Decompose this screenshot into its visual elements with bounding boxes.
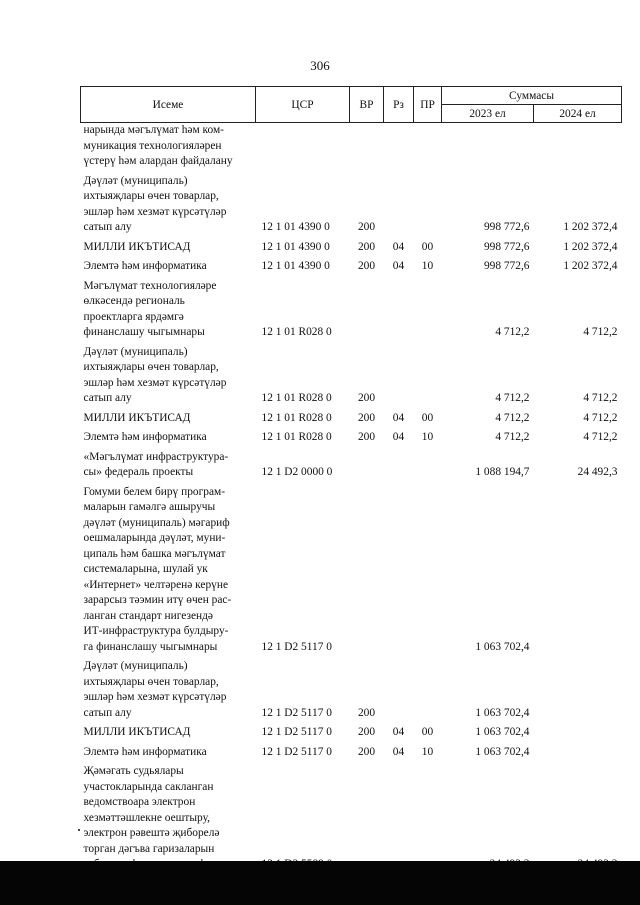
row-csr: 12 1 D2 5117 0: [261, 726, 332, 738]
row-sum-2024: [534, 721, 622, 741]
row-sum-2023: 998 772,6: [483, 221, 530, 233]
row-pr: [414, 275, 442, 341]
header-sums: Суммасы: [442, 87, 622, 105]
row-vr: 200: [357, 745, 376, 758]
row-csr: [256, 760, 350, 873]
table-row: [81, 481, 622, 656]
row-pr: [414, 123, 442, 170]
row-rz: [384, 341, 414, 407]
row-pr: [414, 446, 442, 481]
header-pr: ПР: [414, 87, 442, 123]
page-number: 306: [310, 58, 330, 73]
row-sum-2024: [534, 655, 622, 721]
row-csr: 12 1 01 R028 0: [261, 392, 332, 404]
row-rz: 04: [392, 240, 405, 253]
scan-bottom-edge: [0, 861, 640, 905]
row-rz: [384, 170, 414, 236]
row-sum-2024: 1 202 372,4: [563, 221, 618, 233]
row-sum-2023: [442, 760, 534, 873]
row-vr: 200: [357, 240, 376, 253]
row-rz: [384, 655, 414, 721]
table-row: [81, 170, 622, 236]
row-sum-2024: 4 712,2: [583, 326, 618, 338]
scan-speck: [78, 829, 80, 831]
row-name: МИЛЛИ ИКЪТИСАД: [83, 726, 191, 738]
row-sum-2024: 1 202 372,4: [563, 260, 618, 272]
row-sum-2023: 1 063 702,4: [475, 640, 530, 653]
row-pr: [414, 760, 442, 873]
row-name: Элемтә һәм информатика: [83, 745, 207, 758]
row-rz: 04: [392, 260, 405, 272]
row-vr: 200: [357, 221, 376, 233]
row-csr: 12 1 D2 0000 0: [261, 466, 333, 478]
row-pr: 00: [421, 411, 434, 424]
header-csr: ЦСР: [256, 87, 350, 123]
row-name: нарында мәгълүмат һәм ком- муникация технологияләрен үстерү һәм алардан файдалану: [83, 124, 233, 167]
row-sum-2024: [534, 123, 622, 170]
row-pr: 10: [421, 431, 434, 443]
row-pr: 00: [421, 726, 434, 738]
row-name: Җәмәгать судьялары участокларында сакланган ведомствоара электрон хезмәттәшлекне оештыру, электрон рәвештә җиборелә торган дәгъва гаризаларын: [83, 765, 220, 855]
row-name: Элемтә һәм информатика: [83, 431, 207, 443]
row-rz: [384, 123, 414, 170]
row-csr: [256, 123, 350, 170]
row-csr: 12 1 01 4390 0: [261, 260, 330, 272]
table-row: [81, 741, 622, 761]
row-rz: [384, 760, 414, 873]
row-sum-2023: 4 712,2: [495, 431, 530, 443]
header-year-2023: 2023 ел: [442, 105, 534, 123]
row-rz: 04: [392, 745, 405, 758]
table-body: [81, 123, 622, 873]
row-vr: 200: [357, 706, 376, 719]
row-sum-2024: 4 712,2: [583, 392, 618, 404]
table-row: [81, 721, 622, 741]
table-row: [81, 426, 622, 446]
row-vr: [350, 760, 384, 873]
row-pr: [414, 481, 442, 656]
row-name: Дәүләт (муниципаль) ихтыяҗлары өчен товарлар, эшләр һәм хезмәт күрсәтүләр сатып алу: [83, 660, 227, 719]
row-name: «Мәгълүмат инфраструктура- сы» федераль проекты: [83, 450, 229, 478]
row-name: МИЛЛИ ИКЪТИСАД: [83, 411, 191, 424]
row-sum-2023: 998 772,6: [483, 240, 530, 253]
row-sum-2023: 1 063 702,4: [475, 745, 530, 758]
row-csr: 12 1 01 4390 0: [261, 240, 330, 253]
row-vr: 200: [357, 411, 376, 424]
row-csr: 12 1 D2 5117 0: [261, 640, 332, 653]
table-row: [81, 760, 622, 873]
row-sum-2024: 4 712,2: [583, 431, 618, 443]
row-sum-2023: [442, 123, 534, 170]
row-name: Дәүләт (муниципаль) ихтыяҗлары өчен товарлар, эшләр һәм хезмәт күрсәтүләр сатып алу: [83, 345, 227, 404]
row-pr: 10: [421, 260, 434, 272]
row-csr: 12 1 D2 5117 0: [261, 745, 332, 758]
row-sum-2023: 1 088 194,7: [475, 466, 530, 478]
row-rz: 04: [392, 726, 405, 738]
row-pr: [414, 655, 442, 721]
row-sum-2024: 4 712,2: [583, 411, 618, 424]
row-name: Гомуми белем бирү програм- маларын гамәлгә ашыручы дәүләт (муниципаль) мәгариф оешмаларында дәүләт, муни- ципаль һәм башка мәгълүмат системаларына, шулай ук «Интернет» челтәренә керүне зарарсыз тәэмин итү өчен рас- ланган стандарт нигезендә ИТ-инфраструктура булдыру- га финанслашу чыгымнары: [83, 485, 232, 653]
row-sum-2023: 998 772,6: [483, 260, 530, 272]
row-csr: 12 1 01 R028 0: [261, 326, 332, 338]
row-vr: 200: [357, 726, 376, 738]
row-rz: 04: [392, 411, 405, 424]
row-sum-2024: 1 202 372,4: [563, 240, 618, 253]
table-row: [81, 236, 622, 256]
row-rz: [384, 481, 414, 656]
header-year-2024: 2024 ел: [534, 105, 622, 123]
row-sum-2023: 4 712,2: [495, 392, 530, 404]
row-vr: 200: [357, 431, 376, 443]
row-pr: 10: [421, 745, 434, 758]
table-row: [81, 275, 622, 341]
row-sum-2023: 4 712,2: [495, 411, 530, 424]
table-row: [81, 255, 622, 275]
row-pr: [414, 170, 442, 236]
row-csr: 12 1 01 4390 0: [261, 221, 330, 233]
row-sum-2024: [534, 760, 622, 873]
budget-table: [80, 86, 622, 873]
row-name: Дәүләт (муниципаль) ихтыяҗлары өчен товарлар, эшләр һәм хезмәт күрсәтүләр сатып алу: [83, 174, 227, 233]
row-pr: 00: [421, 240, 434, 253]
row-rz: 04: [392, 431, 405, 443]
table-row: [81, 341, 622, 407]
row-sum-2024: [534, 741, 622, 761]
row-csr: 12 1 D2 5117 0: [261, 706, 332, 719]
row-sum-2023: 1 063 702,4: [475, 726, 530, 738]
row-vr: [350, 481, 384, 656]
row-rz: [384, 446, 414, 481]
row-sum-2023: 4 712,2: [495, 326, 530, 338]
row-sum-2024: 24 492,3: [577, 466, 618, 478]
row-vr: 200: [357, 260, 376, 272]
row-sum-2023: 1 063 702,4: [475, 706, 530, 719]
row-vr: [350, 275, 384, 341]
row-rz: [384, 275, 414, 341]
row-vr: [350, 123, 384, 170]
table-row: [81, 655, 622, 721]
row-vr: [350, 446, 384, 481]
row-name: МИЛЛИ ИКЪТИСАД: [83, 240, 191, 253]
row-vr: 200: [357, 392, 376, 404]
row-name: Мәгълүмат технологияләре өлкәсендә региональ проектларга ярдәмгә финанслашу чыгымнары: [83, 279, 217, 338]
row-csr: 12 1 01 R028 0: [261, 411, 332, 424]
header-name: Исеме: [81, 87, 256, 123]
row-csr: 12 1 01 R028 0: [261, 431, 332, 443]
table-row: [81, 123, 622, 170]
header-rz: Рз: [384, 87, 414, 123]
table-row: [81, 446, 622, 481]
header-vr: ВР: [350, 87, 384, 123]
row-sum-2024: [534, 481, 622, 656]
row-pr: [414, 341, 442, 407]
row-name: Элемтә һәм информатика: [83, 260, 207, 272]
table-row: [81, 407, 622, 427]
